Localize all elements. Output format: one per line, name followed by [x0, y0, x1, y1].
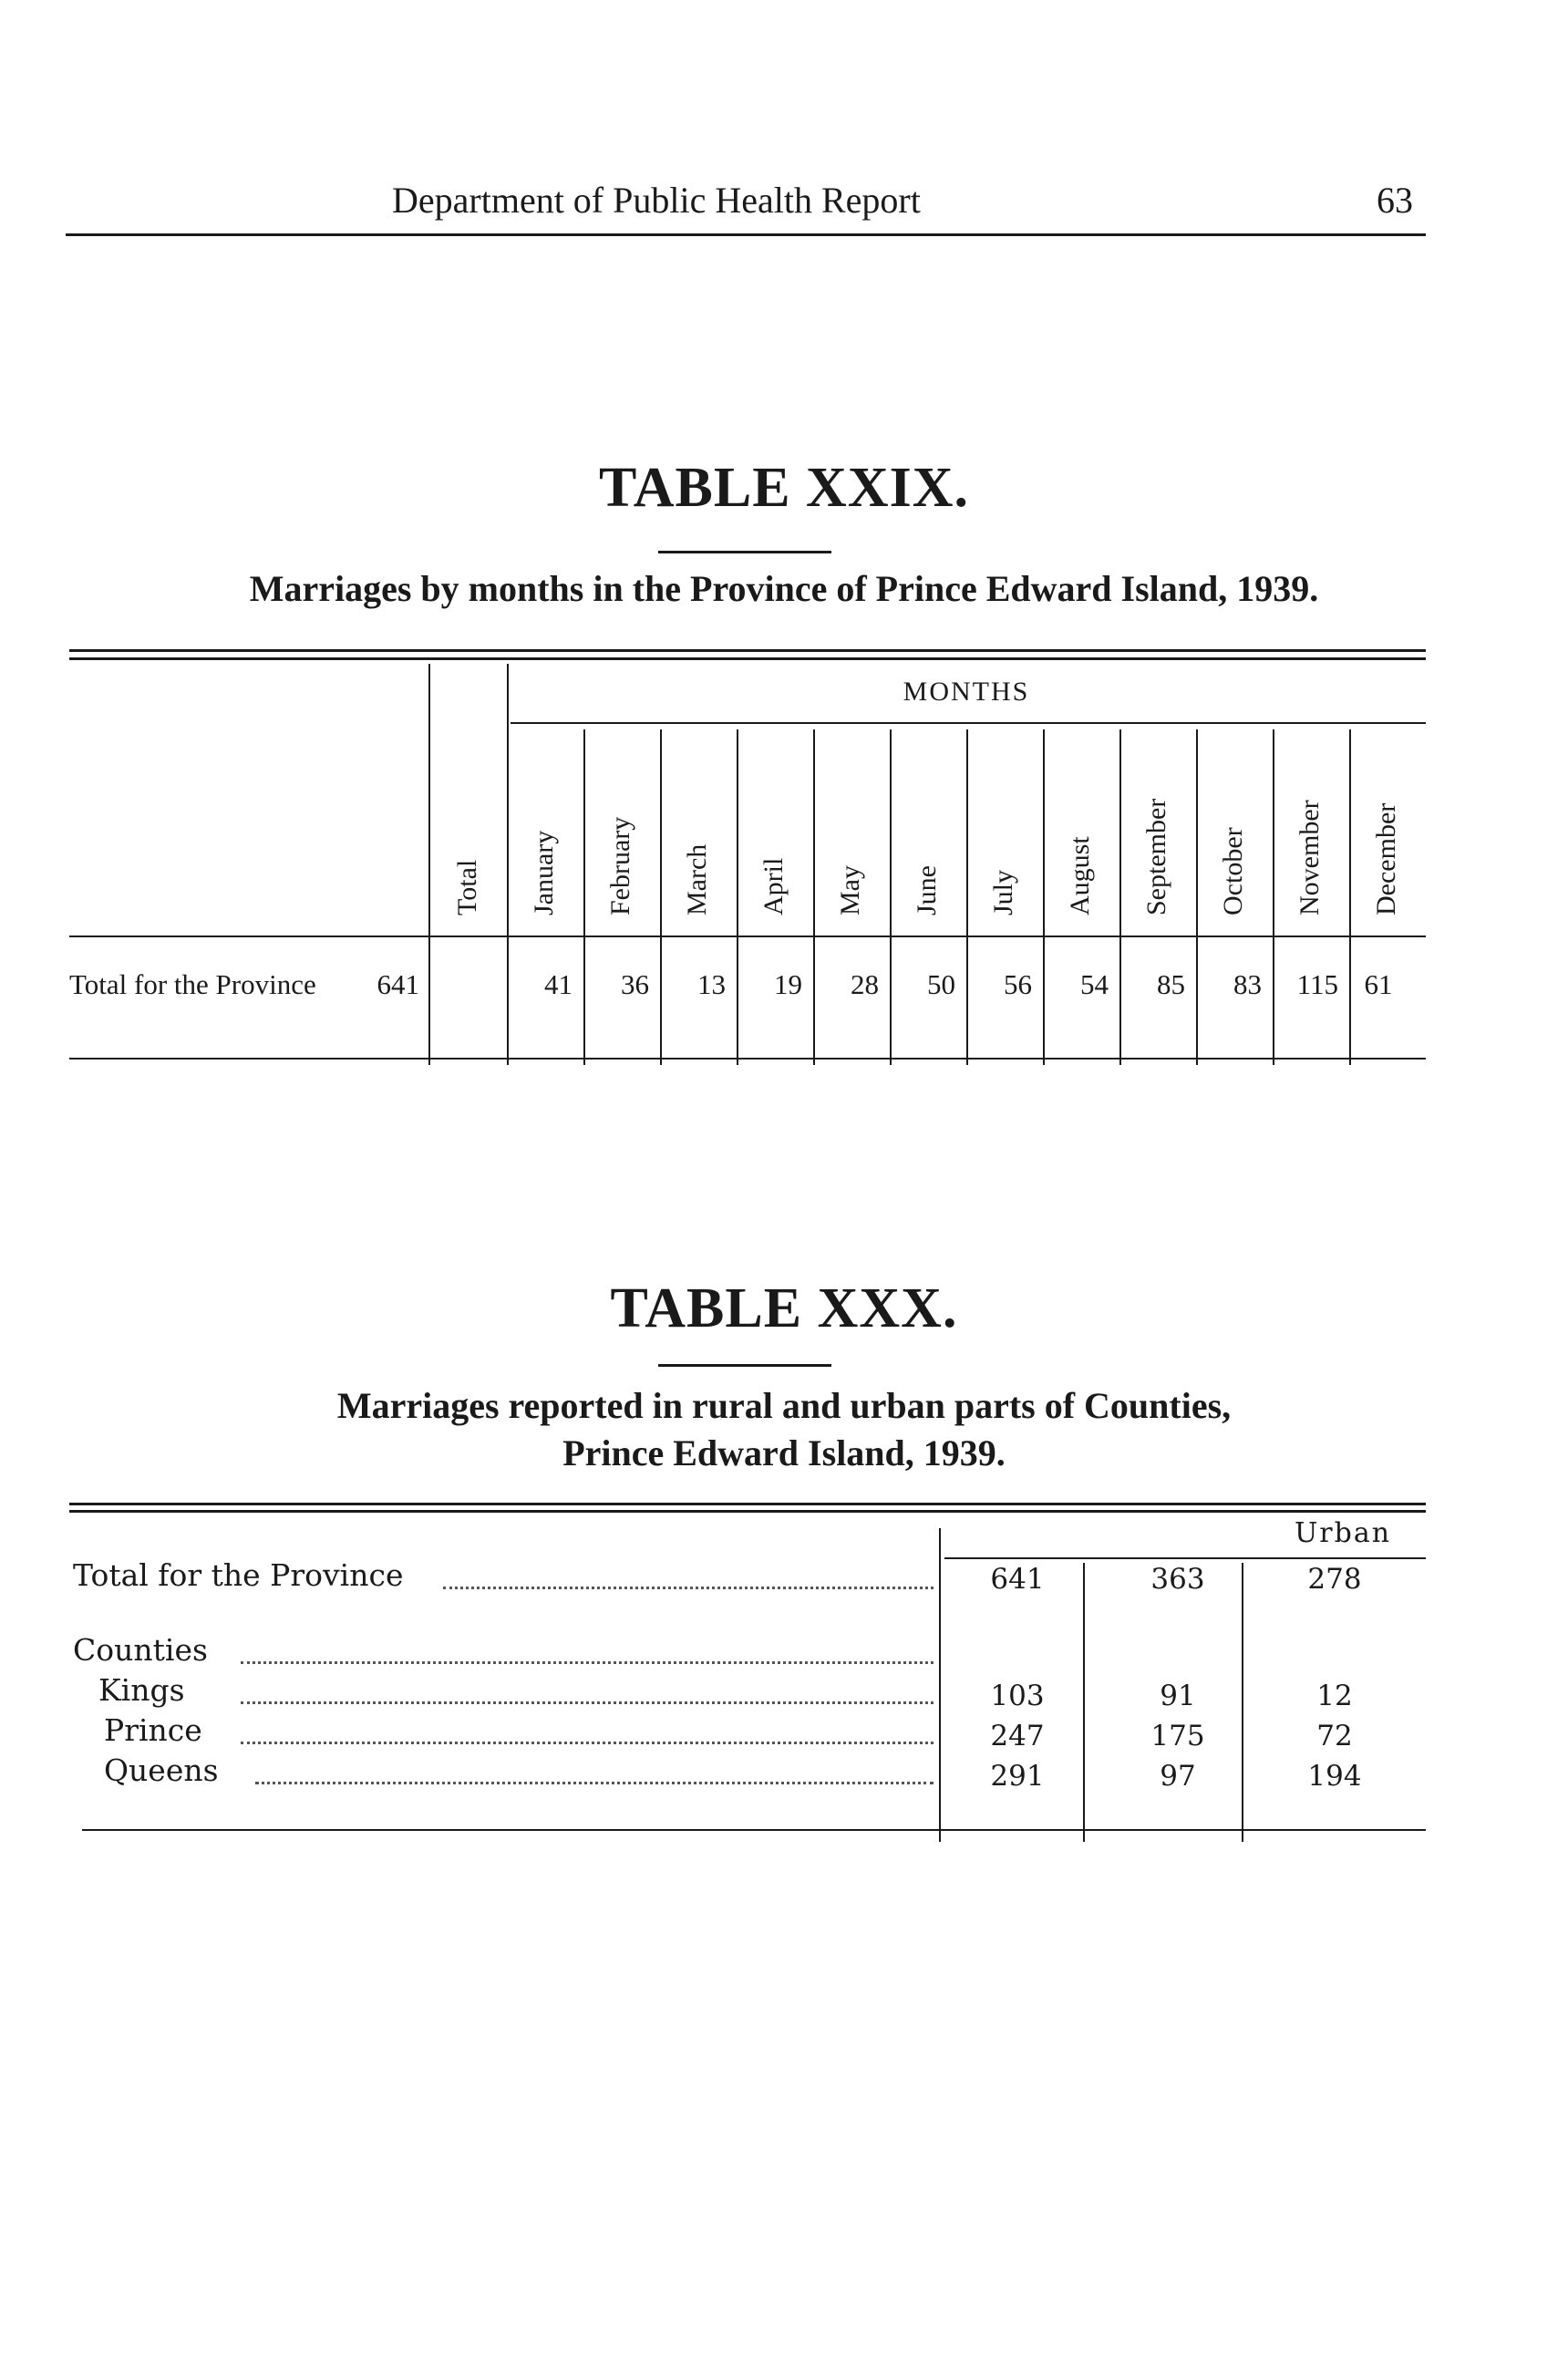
cell-value: 61 — [1364, 968, 1393, 1000]
column-header-month: May — [835, 865, 865, 915]
cell-value: 291 — [990, 1760, 1045, 1793]
cell-value: 194 — [1307, 1760, 1362, 1793]
column-header-month: January — [529, 830, 559, 915]
column-header-month: June — [912, 865, 942, 915]
column-header-month: July — [988, 869, 1018, 915]
cell-value: 247 — [990, 1720, 1045, 1752]
cell-value: 85 — [1157, 968, 1185, 1000]
table-29-title: TABLE XXIX. — [598, 457, 970, 519]
cell-value: 115 — [1296, 968, 1338, 1000]
dot-leader — [443, 1587, 934, 1589]
row-label: Prince — [104, 1712, 202, 1748]
months-group-header: MONTHS — [903, 677, 1030, 707]
column-rule — [1083, 1563, 1085, 1842]
table-30-title: TABLE XXX. — [610, 1277, 958, 1339]
dot-leader — [241, 1661, 934, 1664]
column-header-month: August — [1065, 836, 1095, 915]
cell-value: 19 — [774, 968, 802, 1000]
table-30-header-rule — [944, 1557, 1426, 1559]
column-header-month: April — [758, 857, 789, 915]
dot-leader — [241, 1701, 934, 1704]
cell-value: 641 — [990, 1563, 1045, 1596]
cell-value: 278 — [1307, 1563, 1362, 1596]
cell-value: 363 — [1150, 1563, 1205, 1596]
column-header-month: February — [605, 816, 635, 915]
row-label: Counties — [73, 1632, 208, 1668]
table-30-bottom-rule — [82, 1829, 1426, 1831]
dot-leader — [255, 1782, 934, 1784]
column-rule — [1242, 1563, 1243, 1842]
column-header-urban: Urban — [1295, 1517, 1392, 1549]
page-number: 63 — [1377, 180, 1413, 221]
column-rule — [939, 1528, 941, 1842]
cell-value: 54 — [1080, 968, 1109, 1000]
table-30-top-rule-2 — [69, 1510, 1426, 1513]
cell-value: 12 — [1316, 1680, 1353, 1712]
cell-value: 83 — [1233, 968, 1262, 1000]
table-30-caption-line2: Prince Edward Island, 1939. — [562, 1432, 1006, 1473]
row-label: Kings — [98, 1672, 185, 1708]
cell-value: 97 — [1160, 1760, 1196, 1793]
dot-leader — [241, 1742, 934, 1744]
cell-value: 13 — [697, 968, 726, 1000]
column-header-month: March — [682, 843, 712, 915]
table-29-caption: Marriages by months in the Province of Prince Edward Island, 1939. — [249, 568, 1319, 609]
column-header-month: November — [1295, 800, 1325, 915]
cell-value: 72 — [1316, 1720, 1353, 1752]
cell-value: 56 — [1004, 968, 1032, 1000]
row-label: Queens — [104, 1752, 219, 1788]
table-30-top-rule — [69, 1503, 1426, 1505]
cell-value: 41 — [544, 968, 573, 1000]
cell-value: 36 — [621, 968, 649, 1000]
cell-value: 28 — [851, 968, 879, 1000]
cell-value: 175 — [1150, 1720, 1205, 1752]
cell-total: 641 — [377, 968, 419, 1000]
table-30-caption-line1: Marriages reported in rural and urban parts of Counties, — [336, 1385, 1232, 1426]
cell-value: 103 — [990, 1680, 1045, 1712]
column-header-month: October — [1218, 827, 1248, 915]
cell-value: 91 — [1160, 1680, 1196, 1712]
column-header-month: December — [1371, 802, 1401, 915]
running-head-title: Department of Public Health Report — [392, 180, 921, 221]
cell-value: 50 — [927, 968, 955, 1000]
row-label: Total for the Province — [73, 1557, 404, 1593]
column-header-month: September — [1141, 798, 1171, 915]
column-header-total: Total — [452, 859, 482, 915]
row-label: Total for the Province — [69, 968, 316, 1000]
